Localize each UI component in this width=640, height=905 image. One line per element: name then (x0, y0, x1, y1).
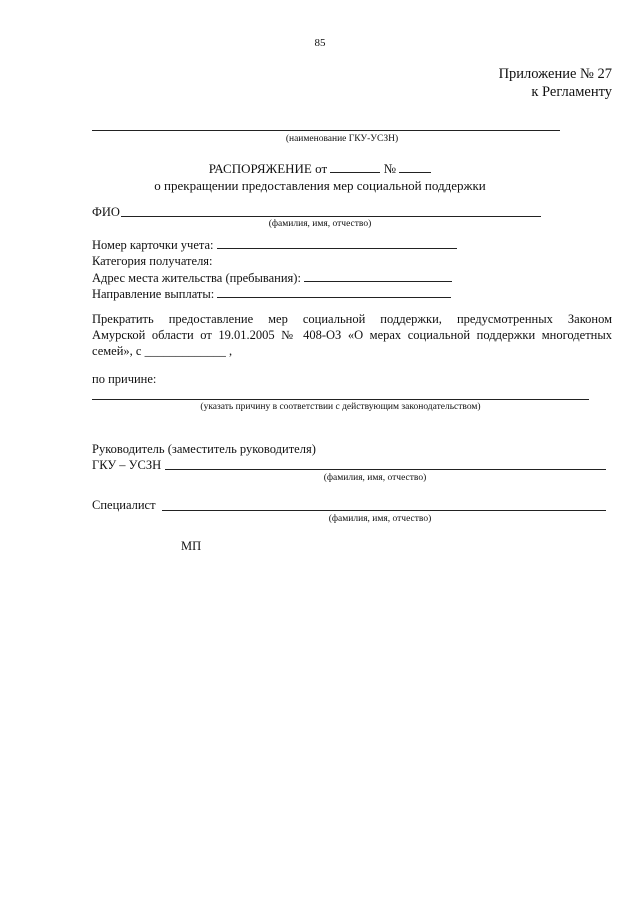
org-name-line (92, 130, 560, 131)
payment-direction-field (92, 286, 451, 302)
head-caption: (фамилия, имя, отчество) (323, 473, 427, 483)
body-line-2: Амурской области от 19.01.2005 № 408-ОЗ «О мерах социальной поддержки многодетных (92, 328, 612, 342)
body-date-blank: _____________ (144, 344, 226, 358)
card-number-label: Номер карточки учета: (92, 238, 214, 252)
order-title-prefix: РАСПОРЯЖЕНИЕ от (208, 161, 328, 176)
payment-direction-label: Направление выплаты: (92, 287, 215, 301)
fio-line (121, 216, 541, 217)
head-title: Руководитель (заместитель руководителя) (92, 442, 316, 456)
address-label: Адрес места жительства (пребывания): (92, 271, 301, 285)
address-field (92, 270, 452, 286)
specialist-label: Специалист (92, 498, 156, 512)
specialist-signature-line (162, 510, 606, 511)
head-org: ГКУ – УСЗН (92, 458, 162, 472)
fio-label: ФИО (92, 205, 120, 219)
body-paragraph (92, 311, 612, 359)
reason-label: по причине: (92, 372, 157, 386)
appendix-title: Приложение № 27 (498, 66, 612, 82)
org-name-caption: (наименование ГКУ-УСЗН) (285, 134, 399, 144)
payment-direction-blank (217, 286, 451, 298)
fio-caption: (фамилия, имя, отчество) (268, 219, 372, 229)
stamp-place: МП (181, 539, 202, 553)
order-subtitle: о прекращении предоставления мер социальной поддержки (154, 178, 486, 193)
order-date-blank (330, 161, 380, 173)
page-number: 85 (314, 37, 326, 49)
head-signature-line (165, 469, 606, 470)
body-line-3-suffix: , (228, 344, 233, 358)
appendix-subtitle: к Регламенту (531, 84, 612, 100)
reason-caption: (указать причину в соответствии с действующим законодательством) (200, 402, 481, 412)
reason-line (92, 399, 589, 400)
order-number-blank (399, 161, 431, 173)
body-line-1: Прекратить предоставление мер социальной поддержки, предусмотренных Законом (92, 312, 612, 326)
card-number-field (92, 237, 457, 253)
address-blank (304, 270, 452, 282)
category-field (92, 254, 213, 269)
body-line-3 (92, 343, 612, 359)
card-number-blank (217, 237, 457, 249)
order-number-sign: № (383, 161, 397, 176)
order-title (0, 161, 640, 177)
specialist-caption: (фамилия, имя, отчество) (328, 514, 432, 524)
category-label: Категория получателя: (92, 254, 213, 268)
body-line-3-prefix: семей», с (92, 344, 142, 358)
